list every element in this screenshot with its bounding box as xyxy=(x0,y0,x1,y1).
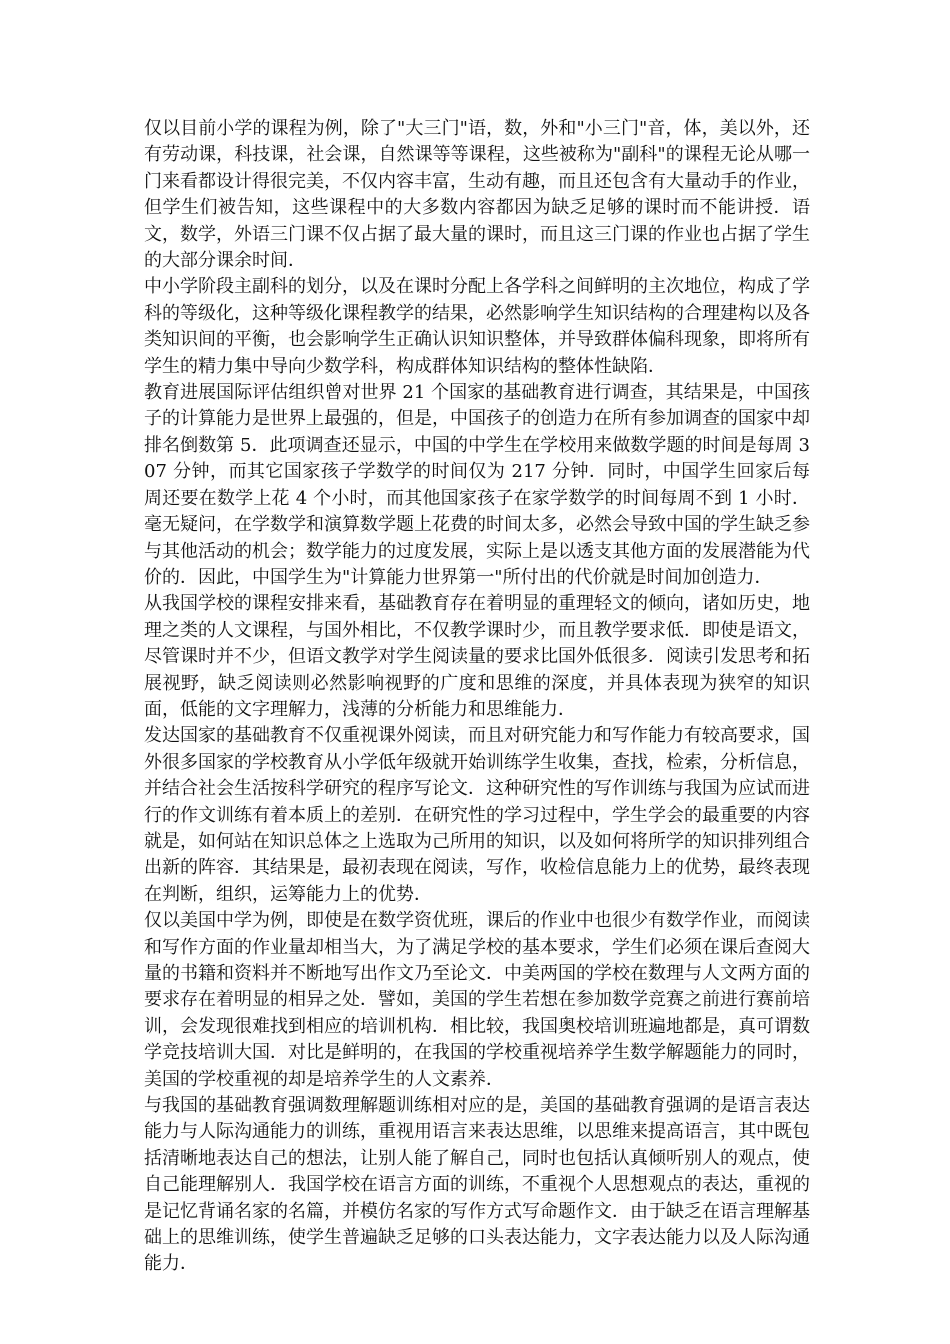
paragraph-7: 与我国的基础教育强调数理解题训练相对应的是，美国的基础教育强调的是语言表达能力与人际沟通能力的训练，重视用语言来表达思维，以思维来提高语言，其中既包括清晰地表达自己的想法，让别人能了解自己，同时也包括认真倾听别人的观点，使自己能理解别人．我国学校在语言方面的训练，不重视个人思想观点的表达，重视的是记忆背诵名家的名篇，并模仿名家的写作方式写命题作文．由于缺乏在语言理解基础上的思维训练，使学生普遍缺乏足够的口头表达能力，文字表达能力以及人际沟通能力． xyxy=(144,1095,810,1275)
paragraph-2: 中小学阶段主副科的划分，以及在课时分配上各学科之间鲜明的主次地位，构成了学科的等级化，这种等级化课程教学的结果，必然影响学生知识结构的合理建构以及各类知识间的平衡，也会影响学生正确认识知识整体，并导致群体偏科现象，即将所有学生的精力集中导向少数学科，构成群体知识结构的整体性缺陷． xyxy=(144,276,810,377)
paragraph-1: 仅以目前小学的课程为例，除了"大三门"语，数，外和"小三门"音，体，美以外，还有劳动课，科技课，社会课，自然课等等课程，这些被称为"副科"的课程无论从哪一门来看都设计得很完美，不仅内容丰富，生动有趣，而且还包含有大量动手的作业，但学生们被告知，这些课程中的大多数内容都因为缺乏足够的课时而不能讲授．语文，数学，外语三门课不仅占据了最大量的课时，而且这三门课的作业也占据了学生的大部分课余时间． xyxy=(144,118,810,272)
paragraph-4: 从我国学校的课程安排来看，基础教育存在着明显的重理轻文的倾向，诸如历史，地理之类的人文课程，与国外相比，不仅教学课时少，而且教学要求低．即使是语文，尽管课时并不少，但语文教学对学生阅读量的要求比国外低很多．阅读引发思考和拓展视野，缺乏阅读则必然影响视野的广度和思维的深度，并具体表现为狭窄的知识面，低能的文字理解力，浅薄的分析能力和思维能力． xyxy=(144,593,810,720)
document-body xyxy=(144,116,810,1278)
paragraph-6: 仅以美国中学为例，即使是在数学资优班，课后的作业中也很少有数学作业，而阅读和写作方面的作业量却相当大，为了满足学校的基本要求，学生们必须在课后查阅大量的书籍和资料并不断地写出作文乃至论文．中美两国的学校在数理与人文两方面的要求存在着明显的相异之处．譬如，美国的学生若想在参加数学竞赛之前进行赛前培训，会发现很难找到相应的培训机构．相比较，我国奥校培训班遍地都是，真可谓数学竞技培训大国．对比是鲜明的，在我国的学校重视培养学生数学解题能力的同时，美国的学校重视的却是培养学生的人文素养． xyxy=(144,910,810,1090)
paragraph-5: 发达国家的基础教育不仅重视课外阅读，而且对研究能力和写作能力有较高要求，国外很多国家的学校教育从小学低年级就开始训练学生收集，查找，检索，分析信息，并结合社会生活按科学研究的程序写论文．这种研究性的写作训练与我国为应试而进行的作文训练有着本质上的差别．在研究性的学习过程中，学生学会的最重要的内容就是，如何站在知识总体之上选取为己所用的知识，以及如何将所学的知识排列组合出新的阵容．其结果是，最初表现在阅读，写作，收检信息能力上的优势，最终表现在判断，组织，运筹能力上的优势． xyxy=(144,725,810,905)
paragraph-3: 教育进展国际评估组织曾对世界 21 个国家的基础教育进行调查，其结果是，中国孩子的计算能力是世界上最强的，但是，中国孩子的创造力在所有参加调查的国家中却排名倒数第 5．此项调查还显示，中国的中学生在学校用来做数学题的时间是每周 307 分钟，而其它国家孩子学数学的时间仅为 217 分钟．同时，中国学生回家后每周还要在数学上花 4 个小时，而其他国家孩子在家学数学的时间每周不到 1 小时．毫无疑问，在学数学和演算数学题上花费的时间太多，必然会导致中国的学生缺乏参与其他活动的机会；数学能力的过度发展，实际上是以透支其他方面的发展潜能为代价的．因此，中国学生为"计算能力世界第一"所付出的代价就是时间加创造力． xyxy=(144,382,810,588)
